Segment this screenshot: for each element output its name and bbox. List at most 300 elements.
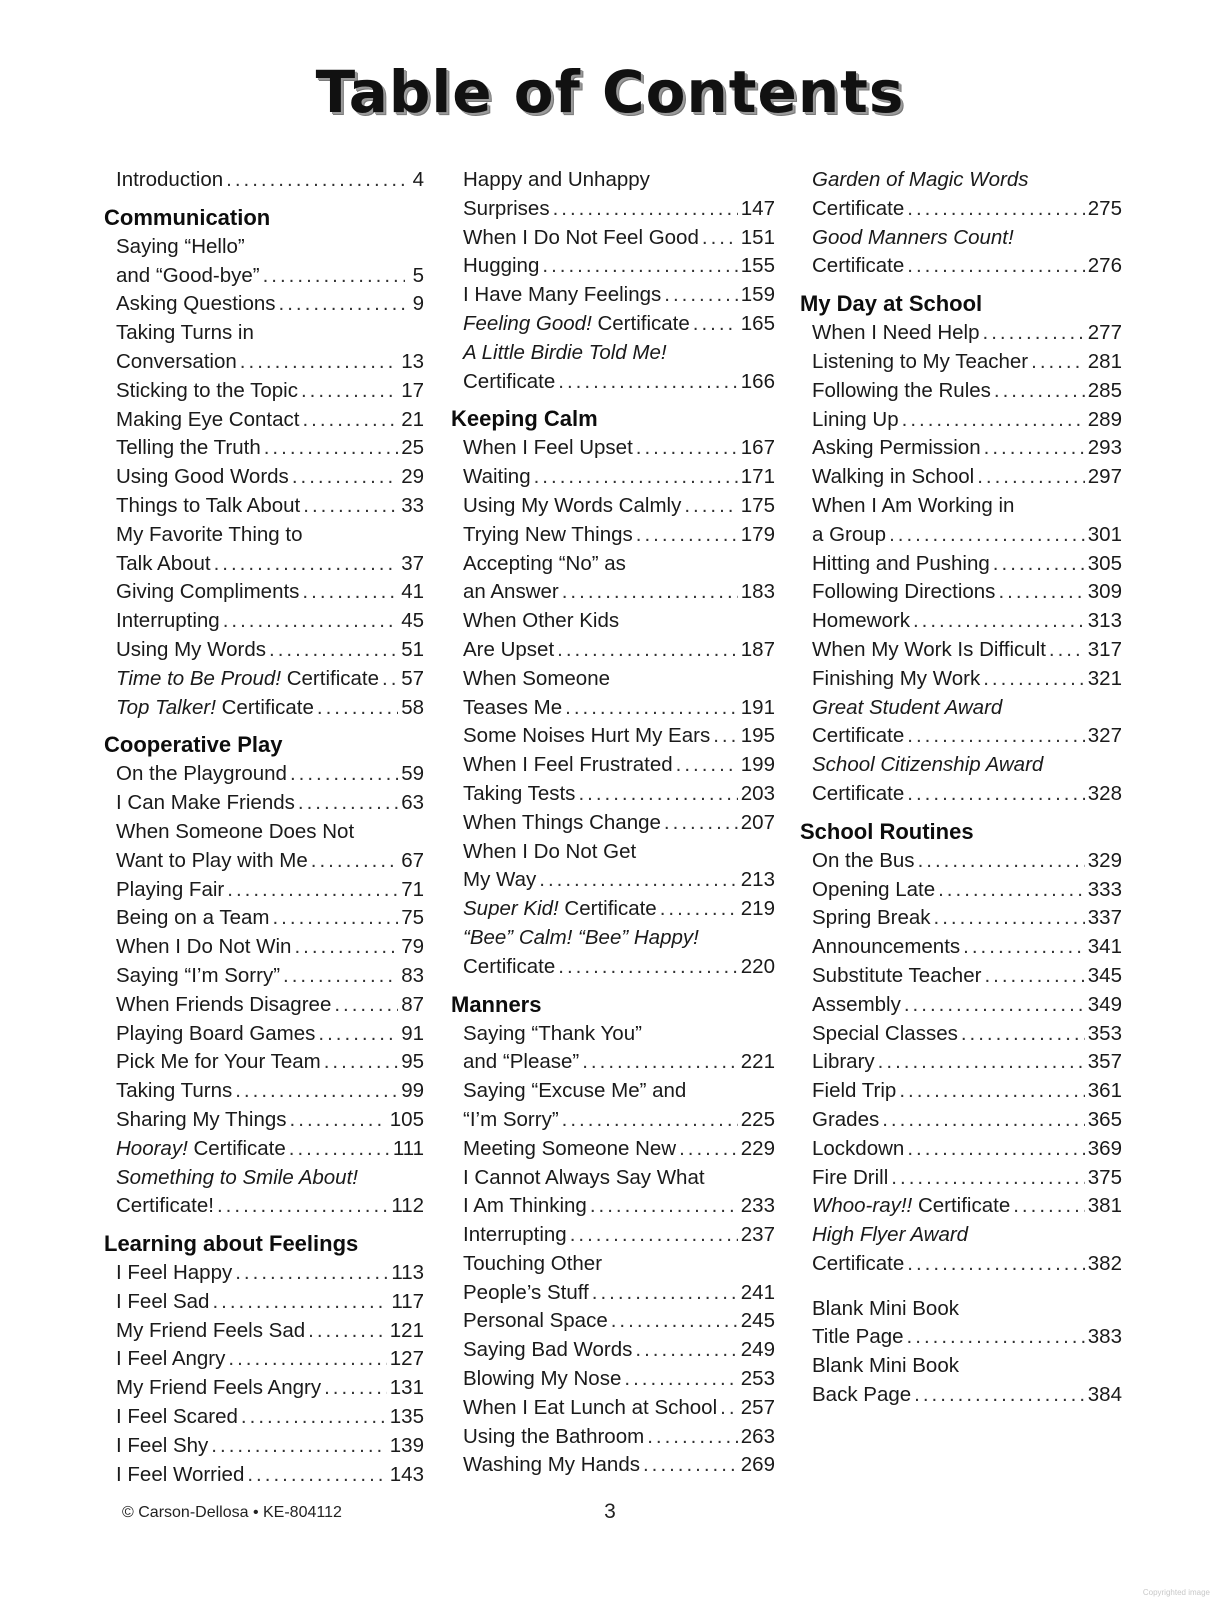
dot-leader <box>534 463 738 492</box>
toc-entry-line <box>104 847 424 876</box>
toc-entry-line <box>104 1192 424 1221</box>
page-ref: 117 <box>391 1289 424 1313</box>
toc-column-1 <box>104 166 424 1489</box>
toc-entry <box>800 607 1122 636</box>
entry-title <box>812 847 915 876</box>
toc-entry <box>451 224 775 253</box>
entry-title-text: Happy and Unhappy <box>463 168 650 191</box>
page-ref: 357 <box>1087 1050 1122 1074</box>
toc-entry-line <box>800 348 1122 377</box>
entry-title <box>463 694 562 723</box>
entry-title <box>463 281 661 310</box>
entry-title-text: Some Noises Hurt My Ears <box>463 724 711 748</box>
entry-title <box>812 319 980 348</box>
toc-entry-line <box>800 722 1122 751</box>
entry-title <box>116 1345 225 1374</box>
page-ref: 269 <box>740 1453 775 1477</box>
toc-entry-line <box>451 1451 775 1480</box>
page-ref: 179 <box>740 522 775 546</box>
entry-title-text: When I Do Not Feel Good <box>463 225 699 249</box>
toc-entry-line <box>451 1192 775 1221</box>
entry-title <box>463 1164 705 1193</box>
page-ref: 57 <box>401 666 424 690</box>
page-ref: 111 <box>392 1136 424 1160</box>
entry-title <box>116 789 295 818</box>
entry-title <box>116 348 237 377</box>
toc-entry-line <box>800 195 1122 224</box>
page-ref: 166 <box>740 369 775 393</box>
entry-title <box>116 1403 238 1432</box>
entry-title-text: On the Bus <box>812 848 915 872</box>
toc-entry-line <box>800 1250 1122 1279</box>
toc-entry-line <box>800 1221 1122 1250</box>
page-ref: 151 <box>740 225 775 249</box>
entry-title-text: When Things Change <box>463 810 661 834</box>
toc-entry <box>451 550 775 608</box>
page-ref: 383 <box>1087 1325 1122 1349</box>
dot-leader <box>227 876 398 905</box>
entry-title-text: Telling the Truth <box>116 436 261 460</box>
entry-title-text: Introduction <box>116 168 224 191</box>
toc-entry <box>451 492 775 521</box>
entry-title-text: When I Am Working in <box>812 493 1015 517</box>
dot-leader <box>913 607 1085 636</box>
toc-entry <box>451 751 775 780</box>
page-ref: 41 <box>401 580 424 604</box>
toc-entry <box>104 434 424 463</box>
entry-title-text: Lining Up <box>812 407 899 431</box>
dot-leader <box>542 252 737 281</box>
entry-title <box>116 550 211 579</box>
entry-title <box>463 578 559 607</box>
entry-title <box>116 876 224 905</box>
dot-leader <box>993 550 1085 579</box>
entry-title <box>463 1221 567 1250</box>
entry-title-text: Hugging <box>463 254 540 278</box>
entry-title <box>463 434 633 463</box>
page-ref: 83 <box>401 963 424 987</box>
toc-entry <box>451 780 775 809</box>
page-ref: 79 <box>401 935 424 959</box>
page-ref: 33 <box>401 493 424 517</box>
entry-title <box>463 1106 559 1135</box>
toc-entry <box>800 876 1122 905</box>
toc-entry <box>104 1077 424 1106</box>
entry-title <box>812 1221 968 1250</box>
toc-entry <box>451 463 775 492</box>
entry-title-text: People’s Stuff <box>463 1280 589 1304</box>
toc-entry <box>800 1106 1122 1135</box>
toc-entry-line <box>800 780 1122 809</box>
entry-title-text: and “Please” <box>463 1050 580 1074</box>
page-ref: 313 <box>1087 609 1122 633</box>
entry-title-text: Using My Words <box>116 637 266 661</box>
entry-title <box>463 1135 676 1164</box>
toc-entry-line <box>451 1423 775 1452</box>
entry-title <box>116 1259 232 1288</box>
toc-entry-line <box>800 224 1122 253</box>
page-ref: 382 <box>1087 1251 1122 1275</box>
toc-entry-line <box>451 924 775 953</box>
dot-leader <box>907 722 1085 751</box>
entry-title-text: Asking Permission <box>812 436 981 460</box>
toc-entry-line <box>104 1403 424 1432</box>
toc-entry-line <box>800 252 1122 281</box>
dot-leader <box>317 694 398 723</box>
page-ref: 37 <box>401 551 424 575</box>
dot-leader <box>907 252 1085 281</box>
dot-leader <box>636 434 738 463</box>
dot-leader <box>914 1381 1085 1410</box>
toc-entry <box>800 319 1122 348</box>
entry-title-text: Certificate <box>812 1251 905 1275</box>
toc-entry-line <box>451 463 775 492</box>
entry-title-text: When Someone Does Not <box>116 819 355 843</box>
entry-title-text: I Am Thinking <box>463 1194 587 1218</box>
dot-leader <box>562 578 738 607</box>
page-ref: 384 <box>1087 1383 1122 1407</box>
toc-entry <box>800 1221 1122 1279</box>
page-ref: 21 <box>401 407 424 431</box>
dot-leader <box>290 1106 387 1135</box>
dot-leader <box>934 904 1085 933</box>
entry-title-text: When I Need Help <box>812 321 980 345</box>
toc-entry <box>800 1048 1122 1077</box>
dot-leader <box>382 665 398 694</box>
page-ref: 219 <box>740 897 775 921</box>
page-ref: 353 <box>1087 1021 1122 1045</box>
dot-leader <box>1013 1192 1085 1221</box>
toc-entry-line <box>800 607 1122 636</box>
page-ref: 113 <box>391 1261 424 1285</box>
entry-title-text: Title Page <box>812 1325 904 1349</box>
entry-title <box>116 492 300 521</box>
toc-entry <box>451 722 775 751</box>
toc-entry <box>451 924 775 982</box>
toc-entry-line <box>800 463 1122 492</box>
entry-title-text: I Cannot Always Say What <box>463 1165 705 1189</box>
page-ref: 233 <box>740 1194 775 1218</box>
toc-entry-line <box>451 1279 775 1308</box>
entry-title-italic: A Little Birdie Told Me! <box>463 340 667 364</box>
entry-title-text: Certificate <box>912 1194 1011 1218</box>
page-ref: 91 <box>401 1021 424 1045</box>
section-heading: Cooperative Play <box>104 732 283 758</box>
page-ref: 328 <box>1087 781 1122 805</box>
page-ref: 121 <box>389 1318 424 1342</box>
entry-title <box>812 1295 959 1324</box>
toc-entry <box>104 789 424 818</box>
dot-leader <box>308 1317 387 1346</box>
toc-entry-line <box>104 434 424 463</box>
toc-entry <box>104 463 424 492</box>
entry-title-text: Certificate <box>812 254 905 278</box>
toc-entry-line <box>104 1432 424 1461</box>
page-ref: 249 <box>740 1338 775 1362</box>
toc-entry-line <box>451 578 775 607</box>
page-ref: 213 <box>740 868 775 892</box>
toc-entry <box>104 1374 424 1403</box>
toc-entry <box>800 1192 1122 1221</box>
entry-title <box>812 1250 904 1279</box>
dot-leader <box>212 1288 388 1317</box>
toc-entry-line <box>104 1259 424 1288</box>
dot-leader <box>302 406 398 435</box>
entry-title <box>116 1020 315 1049</box>
dot-leader <box>558 953 738 982</box>
entry-title <box>116 904 269 933</box>
entry-title <box>812 1192 1010 1221</box>
toc-entry <box>104 876 424 905</box>
toc-entry <box>800 348 1122 377</box>
dot-leader <box>635 1336 737 1365</box>
toc-entry <box>104 578 424 607</box>
entry-title-text: I Feel Happy <box>116 1261 233 1285</box>
toc-entry <box>104 290 424 319</box>
entry-title-text: My Friend Feels Angry <box>116 1376 322 1400</box>
entry-title-italic: Top Talker! <box>116 695 216 719</box>
entry-title <box>463 809 661 838</box>
entry-title <box>463 1451 640 1480</box>
dot-leader <box>263 262 405 291</box>
entry-title-text: Asking Questions <box>116 292 276 316</box>
entry-title <box>116 1317 305 1346</box>
toc-entry-line <box>104 377 424 406</box>
toc-entry <box>104 607 424 636</box>
entry-title <box>463 368 555 397</box>
entry-title-italic: Something to Smile About! <box>116 1165 358 1189</box>
toc-entry-line <box>800 1352 1122 1381</box>
toc-entry-line <box>800 406 1122 435</box>
entry-title <box>463 1394 717 1423</box>
entry-title-text: Grades <box>812 1107 880 1131</box>
dot-leader <box>553 195 738 224</box>
dot-leader <box>562 1106 738 1135</box>
entry-title <box>463 665 610 694</box>
entry-title-text: On the Playground <box>116 762 287 786</box>
entry-title <box>463 1250 602 1279</box>
toc-entry-line <box>800 1323 1122 1352</box>
page-ref: 253 <box>740 1367 775 1391</box>
dot-leader <box>684 492 737 521</box>
entry-title-text: Sticking to the Topic <box>116 378 298 402</box>
entry-title-italic: Great Student Award <box>812 695 1003 719</box>
entry-title <box>116 1048 321 1077</box>
entry-title-text: Saying “Hello” <box>116 234 245 258</box>
entry-title-text: Certificate <box>281 666 380 690</box>
page-ref: 17 <box>401 378 424 402</box>
page-ref: 229 <box>740 1136 775 1160</box>
toc-entry <box>800 224 1122 282</box>
entry-title-text: Opening Late <box>812 877 936 901</box>
toc-entry <box>800 1020 1122 1049</box>
entry-title <box>463 521 633 550</box>
toc-entry-line <box>451 751 775 780</box>
toc-entry-line <box>104 290 424 319</box>
entry-title-text: a Group <box>812 522 887 546</box>
entry-title <box>116 406 299 435</box>
entry-title-text: Spring Break <box>812 906 931 930</box>
entry-title <box>812 348 1028 377</box>
toc-entry-line <box>451 636 775 665</box>
toc-entry <box>104 1259 424 1288</box>
dot-leader <box>961 1020 1085 1049</box>
toc-entry <box>800 1295 1122 1353</box>
entry-title <box>812 406 899 435</box>
toc-entry-line <box>104 1020 424 1049</box>
entry-title <box>116 962 280 991</box>
dot-leader <box>907 195 1085 224</box>
entry-title <box>463 895 657 924</box>
toc-entry-line <box>451 1221 775 1250</box>
entry-title <box>812 377 991 406</box>
page-ref: 71 <box>401 877 424 901</box>
toc-entry-line <box>800 962 1122 991</box>
entry-title <box>463 751 673 780</box>
toc-entry-line <box>800 933 1122 962</box>
page-number: 3 <box>604 1500 616 1523</box>
toc-entry-line <box>800 521 1122 550</box>
entry-title <box>812 876 935 905</box>
toc-entry-line <box>451 895 775 924</box>
entry-title <box>812 166 1028 195</box>
dot-leader <box>984 962 1084 991</box>
dot-leader <box>289 1135 390 1164</box>
entry-title <box>812 195 904 224</box>
toc-entry-line <box>451 1077 775 1106</box>
toc-entry-line <box>451 1048 775 1077</box>
page-title: Table of Contents <box>315 58 905 126</box>
entry-title-text: When I Feel Upset <box>463 436 633 460</box>
page-ref: 317 <box>1087 637 1122 661</box>
dot-leader <box>223 607 398 636</box>
toc-entry-line <box>104 962 424 991</box>
entry-title <box>812 1048 875 1077</box>
page-ref: 305 <box>1087 551 1122 575</box>
toc-entry-line <box>104 319 424 348</box>
entry-title <box>463 339 667 368</box>
page-ref: 51 <box>401 637 424 661</box>
entry-title-text: Following the Rules <box>812 378 991 402</box>
entry-title-text: When Other Kids <box>463 609 620 633</box>
dot-leader <box>324 1374 387 1403</box>
entry-title-text: When I Eat Lunch at School <box>463 1395 718 1419</box>
page-ref: 301 <box>1087 522 1122 546</box>
page-ref: 5 <box>412 263 424 287</box>
page-ref: 175 <box>740 493 775 517</box>
entry-title-italic: High Flyer Award <box>812 1223 969 1247</box>
entry-title <box>116 847 308 876</box>
dot-leader <box>240 348 398 377</box>
toc-entry <box>104 818 424 876</box>
dot-leader <box>676 751 738 780</box>
dot-leader <box>963 933 1085 962</box>
entry-title-text: When Friends Disagree <box>116 992 332 1016</box>
entry-title <box>463 1192 587 1221</box>
dot-leader <box>902 406 1085 435</box>
toc-entry-line <box>451 281 775 310</box>
entry-title-text: Field Trip <box>812 1079 897 1103</box>
toc-entry <box>451 252 775 281</box>
toc-entry <box>800 751 1122 809</box>
dot-leader <box>624 1365 737 1394</box>
entry-title-text: Are Upset <box>463 637 555 661</box>
entry-title-text: Giving Compliments <box>116 580 300 604</box>
entry-title-text: Lockdown <box>812 1136 905 1160</box>
toc-entry <box>451 1336 775 1365</box>
toc-entry <box>104 233 424 291</box>
toc-entry <box>451 1451 775 1480</box>
toc-entry <box>104 377 424 406</box>
entry-title <box>812 463 974 492</box>
dot-leader <box>647 1423 738 1452</box>
page-ref: 29 <box>401 465 424 489</box>
toc-entry <box>800 847 1122 876</box>
toc-entry-line <box>104 1135 424 1164</box>
page-ref: 203 <box>740 781 775 805</box>
entry-title <box>116 607 220 636</box>
toc-entry <box>104 1317 424 1346</box>
entry-title-text: Playing Fair <box>116 877 225 901</box>
toc-entry-line <box>800 1077 1122 1106</box>
entry-title <box>116 1164 358 1193</box>
page-ref: 329 <box>1087 848 1122 872</box>
toc-entry <box>104 1461 424 1490</box>
page-ref: 147 <box>740 196 775 220</box>
toc-entry <box>800 166 1122 224</box>
entry-title-text: I Feel Angry <box>116 1347 226 1371</box>
entry-title <box>116 1461 244 1490</box>
entry-title-italic: Garden of Magic Words <box>812 168 1029 191</box>
entry-title-text: I Can Make Friends <box>116 791 295 815</box>
entry-title-text: I Feel Scared <box>116 1405 238 1429</box>
entry-title-text: Want to Play with Me <box>116 848 308 872</box>
entry-title <box>812 1164 888 1193</box>
entry-title <box>463 195 550 224</box>
dot-leader <box>994 377 1085 406</box>
toc-entry <box>104 492 424 521</box>
section-heading: Manners <box>451 991 542 1017</box>
toc-entry <box>800 406 1122 435</box>
dot-leader <box>539 866 738 895</box>
entry-title <box>812 780 904 809</box>
entry-title-text: Waiting <box>463 465 531 489</box>
toc-entry <box>104 962 424 991</box>
toc-entry <box>800 1135 1122 1164</box>
page-ref: 131 <box>389 1376 424 1400</box>
page-ref: 171 <box>740 465 775 489</box>
toc-entry-line <box>800 377 1122 406</box>
entry-title-text: Saying “Thank You” <box>463 1021 642 1045</box>
entry-title-text: Surprises <box>463 196 550 220</box>
entry-title-text: Sharing My Things <box>116 1107 287 1131</box>
entry-title <box>812 636 1046 665</box>
page-ref: 281 <box>1087 349 1122 373</box>
entry-title-text: Making Eye Contact <box>116 407 300 431</box>
toc-entry-line <box>800 550 1122 579</box>
entry-title-text: Certificate! <box>116 1194 214 1218</box>
toc-entry <box>104 1432 424 1461</box>
toc-entry-line <box>800 636 1122 665</box>
entry-title-italic: Hooray! <box>116 1136 188 1160</box>
entry-title-text: Playing Board Games <box>116 1021 316 1045</box>
entry-title-text: Taking Tests <box>463 781 576 805</box>
toc-entry-line <box>800 876 1122 905</box>
toc-entry-line <box>104 876 424 905</box>
entry-title-text: Conversation <box>116 349 237 373</box>
toc-entry <box>104 760 424 789</box>
entry-title-text: My Favorite Thing to <box>116 522 303 546</box>
